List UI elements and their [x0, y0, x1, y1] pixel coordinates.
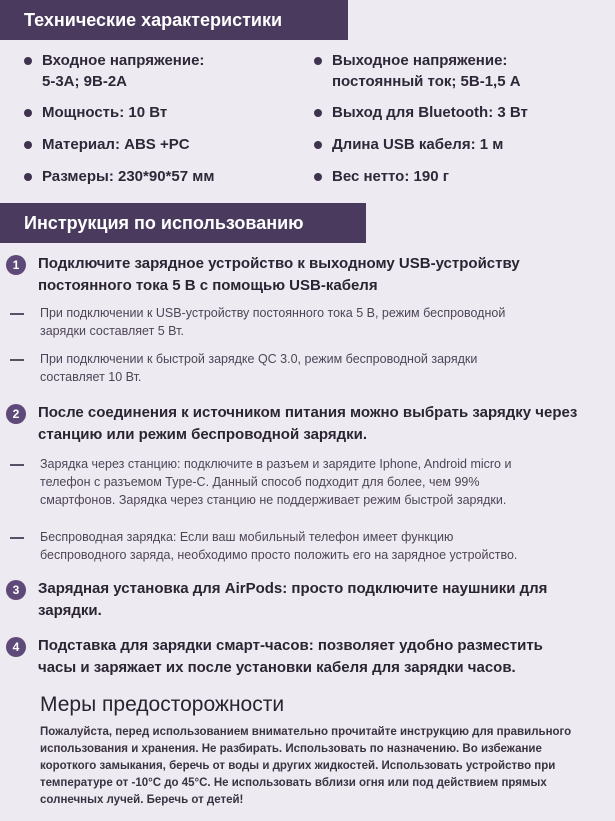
step-number-badge: 4 [6, 637, 26, 657]
spec-usb-cable-length [308, 134, 503, 155]
spec-net-weight [308, 166, 449, 187]
dash-icon [10, 537, 24, 539]
spec-label: Входное напряжение: [42, 52, 205, 69]
step-text: постоянного тока 5 В с помощью USB-кабеля [38, 277, 378, 294]
step-number-badge: 1 [6, 255, 26, 275]
specs-title: Технические характеристики [24, 9, 283, 30]
caution-line: короткого замыкания, беречь от воды и других жидкостей. Использовать устройство при [40, 760, 556, 772]
step-text: Зарядная установка для AirPods: просто подключите наушники для [38, 580, 548, 597]
subitem-text: При подключении к USB-устройству постоянного тока 5 В, режим беспроводной [40, 306, 506, 320]
caution-title: Меры предосторожности [40, 693, 285, 716]
caution-text [40, 724, 610, 809]
step-text: часы и заряжает их после установки кабеля для зарядки часов. [38, 659, 516, 676]
spec-label: Мощность: 10 Вт [42, 104, 168, 121]
bullet-icon [24, 173, 32, 181]
step-text: зарядки. [38, 602, 102, 619]
step-text: Подключите зарядное устройство к выходному USB-устройству [38, 255, 520, 272]
bullet-icon [24, 141, 32, 149]
caution-line: использования и хранения. Не разбирать. Использовать по назначению. Во избежание [40, 743, 542, 755]
spec-label: Вес нетто: 190 г [332, 168, 449, 185]
subitem-text: зарядки составляет 5 Вт. [40, 324, 184, 338]
spec-label: Материал: ABS +PC [42, 136, 190, 153]
step-number-badge: 3 [6, 580, 26, 600]
spec-output-voltage [308, 50, 521, 92]
subitem-text: смартфонов. Зарядка через станцию не поддерживает режим быстрой зарядки. [40, 493, 507, 507]
spec-label: Выходное напряжение: [332, 52, 508, 69]
step-text: станцию или режим беспроводной зарядки. [38, 426, 368, 443]
step-1 [6, 253, 606, 297]
step-number-badge: 2 [6, 404, 26, 424]
caution-line: температуре от -10°C до 45°C. Не использовать вблизи огня или под действием прямых [40, 777, 547, 789]
step-2 [6, 402, 606, 446]
spec-label: Выход для Bluetooth: 3 Вт [332, 104, 528, 121]
spec-label: Размеры: 230*90*57 мм [42, 168, 215, 185]
spec-input-voltage [18, 50, 204, 92]
subitem-text: Беспроводная зарядка: Если ваш мобильный телефон имеет функцию [40, 530, 454, 544]
subitem-text: При подключении к быстрой зарядке QC 3.0, режим беспроводной зарядки [40, 352, 478, 366]
step-text: После соединения к источником питания можно выбрать зарядку через [38, 404, 578, 421]
bullet-icon [24, 109, 32, 117]
bullet-icon [314, 109, 322, 117]
subitem-text: составляет 10 Вт. [40, 370, 142, 384]
caution-line: Пожалуйста, перед использованием внимательно прочитайте инструкцию для правильного [40, 726, 572, 738]
bullet-icon [314, 173, 322, 181]
subitem-text: телефон с разъемом Type-C. Данный способ подходит для более, чем 99% [40, 475, 480, 489]
subitem-1 [10, 304, 610, 340]
subitem-text: беспроводного заряда, необходимо просто положить его на зарядное устройство. [40, 548, 518, 562]
bullet-icon [314, 141, 322, 149]
subitem-4 [10, 528, 610, 564]
spec-label: Длина USB кабеля: 1 м [332, 136, 504, 153]
caution-line: солнечных лучей. Беречь от детей! [40, 794, 244, 806]
spec-bluetooth-output [308, 102, 528, 123]
dash-icon [10, 313, 24, 315]
spec-value: 5-3A; 9B-2A [42, 73, 128, 90]
subitem-text: Зарядка через станцию: подключите в разъем и зарядите Iphone, Android micro и [40, 457, 512, 471]
instructions-banner [0, 203, 366, 243]
dash-icon [10, 359, 24, 361]
step-3 [6, 578, 606, 622]
subitem-3 [10, 455, 610, 509]
spec-dimensions [18, 166, 214, 187]
subitem-2 [10, 350, 610, 386]
specs-banner [0, 0, 348, 40]
bullet-icon [314, 57, 322, 65]
bullet-icon [24, 57, 32, 65]
dash-icon [10, 464, 24, 466]
step-4 [6, 635, 606, 679]
spec-value: постоянный ток; 5В-1,5 А [332, 73, 521, 90]
instructions-title: Инструкция по использованию [24, 212, 304, 233]
spec-power [18, 102, 167, 123]
step-text: Подставка для зарядки смарт-часов: позволяет удобно разместить [38, 637, 543, 654]
spec-material [18, 134, 190, 155]
